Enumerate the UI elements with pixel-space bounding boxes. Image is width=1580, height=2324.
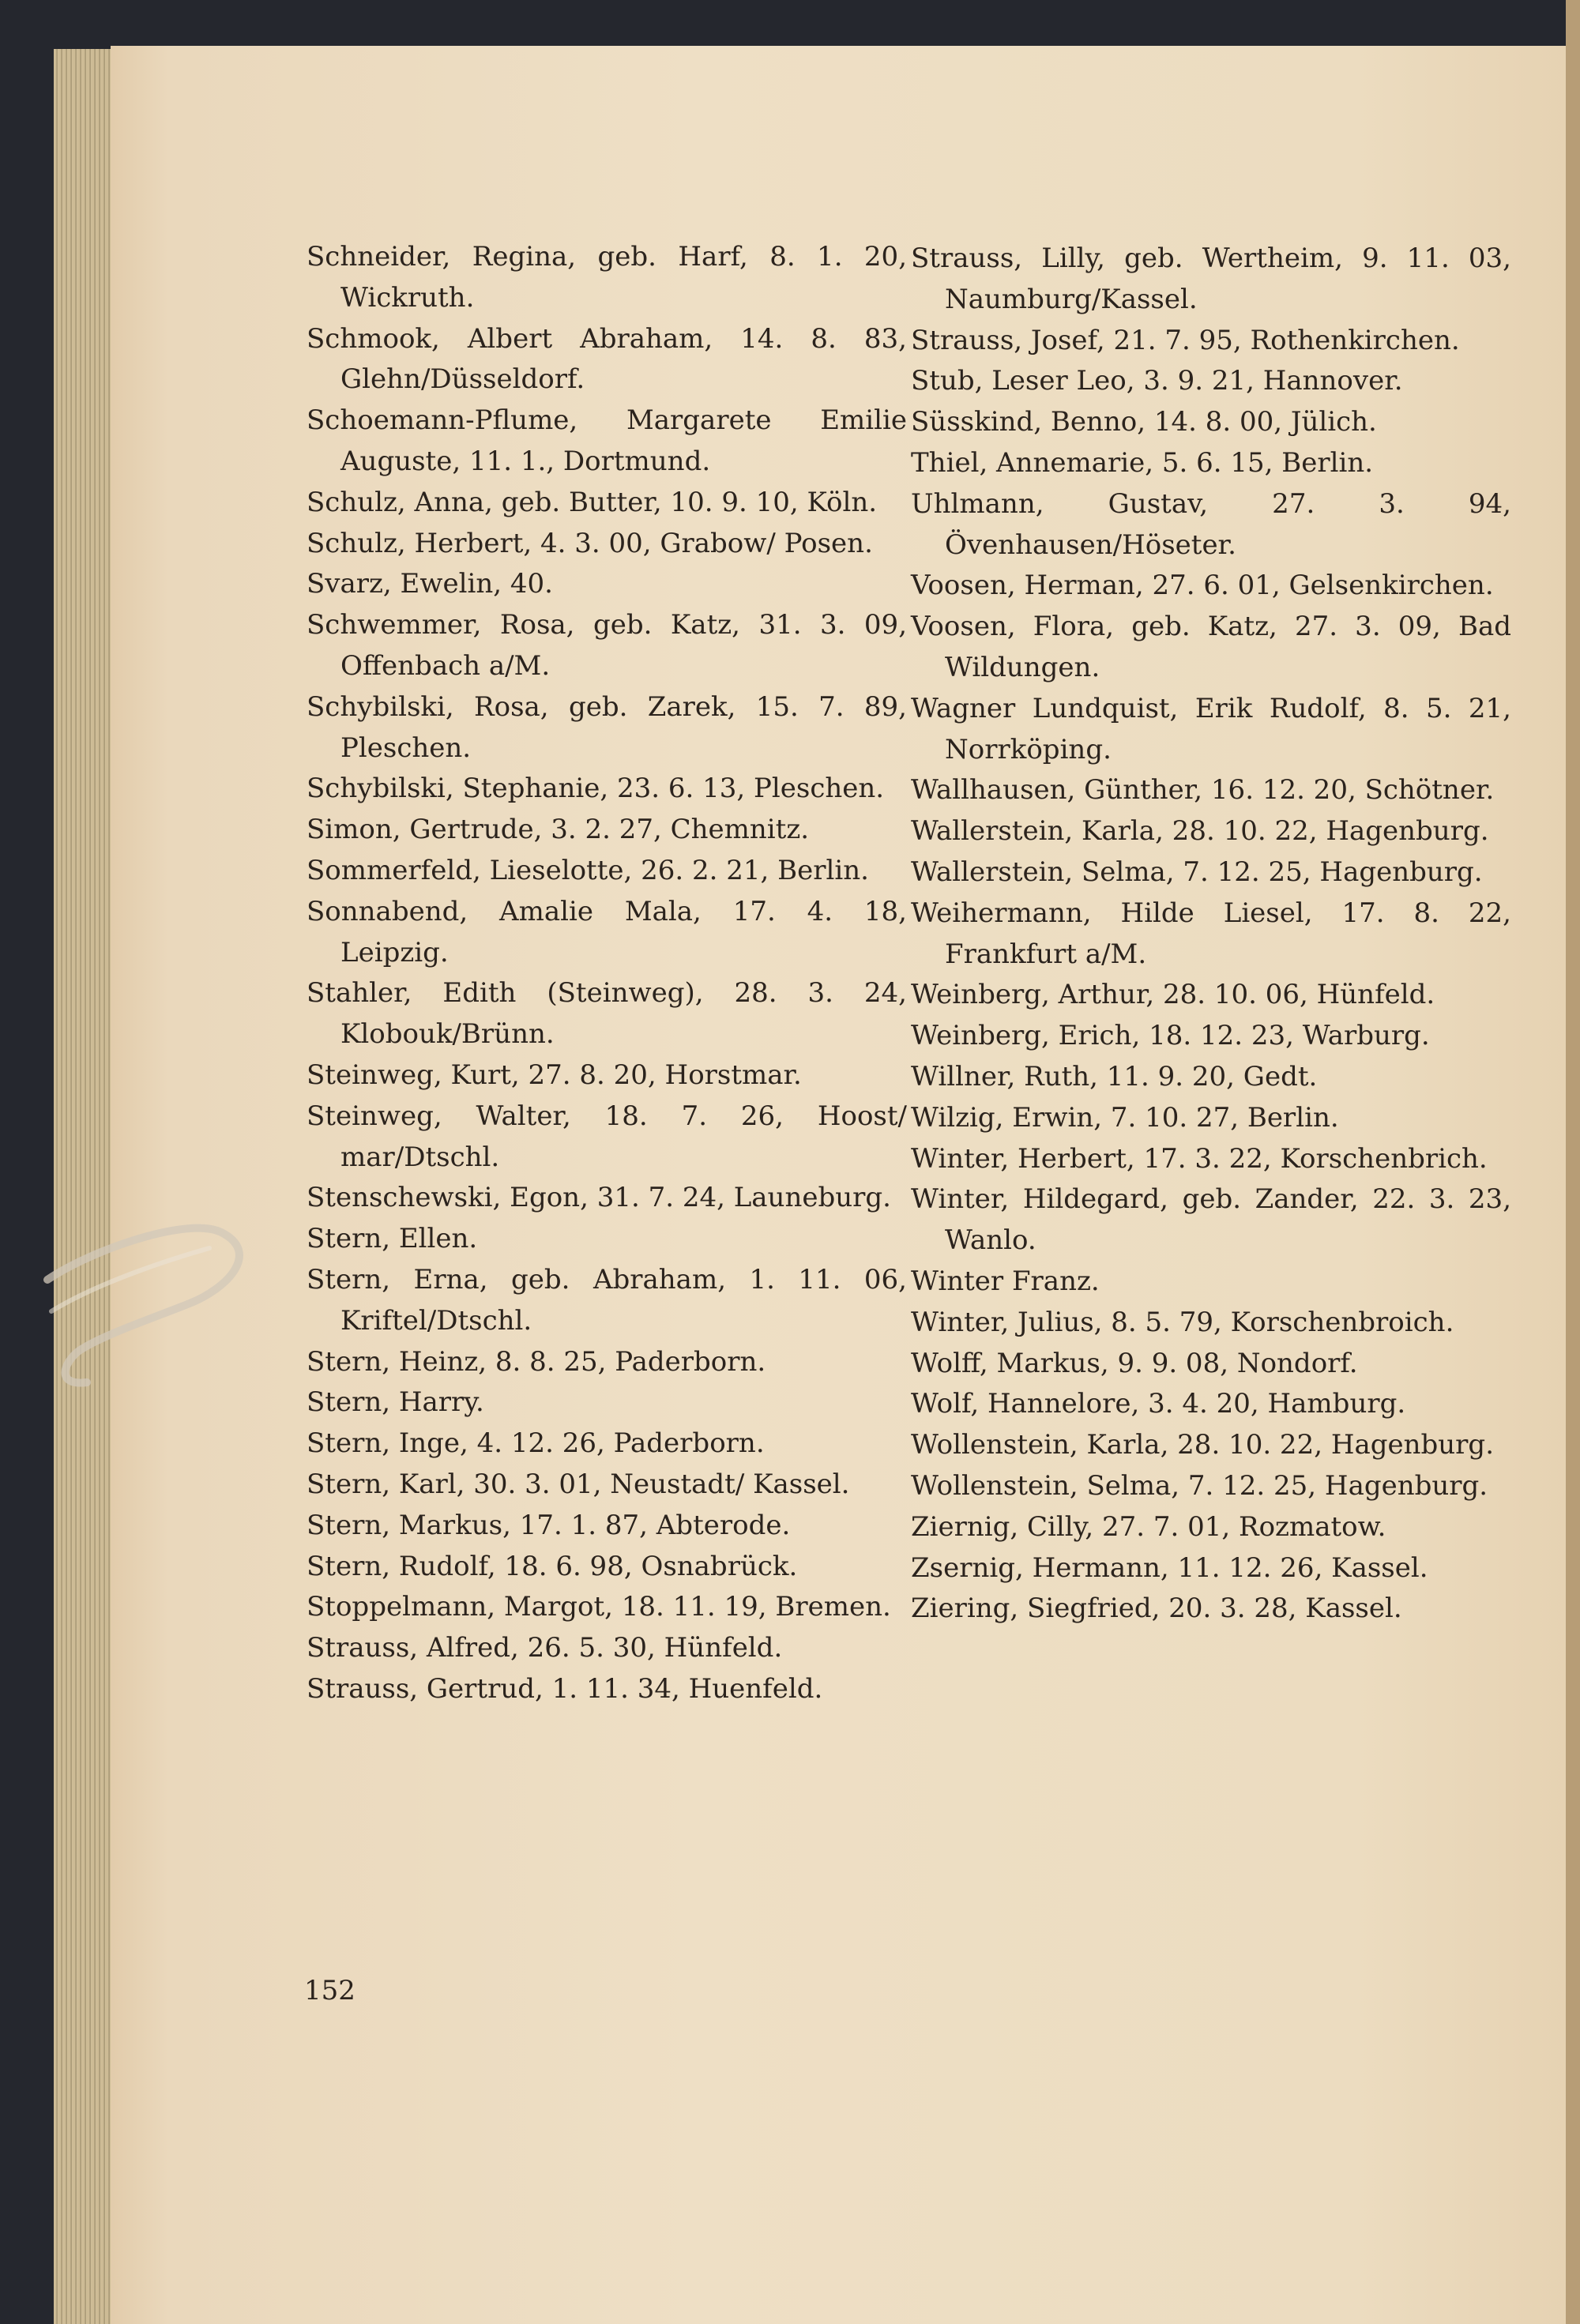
list-item: Ziernig, Cilly, 27. 7. 01, Rozmatow. bbox=[911, 1510, 1386, 1543]
list-item: Stern, Harry. bbox=[307, 1386, 484, 1419]
list-item: Wagner Lundquist, Erik Rudolf, 8. 5. 21, Norrköping. bbox=[911, 692, 1511, 765]
list-item: Schulz, Herbert, 4. 3. 00, Grabow/ Posen. bbox=[307, 527, 873, 559]
list-item: Simon, Gertrude, 3. 2. 27, Chemnitz. bbox=[307, 814, 810, 846]
list-item: Stern, Rudolf, 18. 6. 98, Osnabrück. bbox=[307, 1550, 798, 1582]
list-item: Weinberg, Erich, 18. 12. 23, Warburg. bbox=[911, 1020, 1430, 1052]
list-item: Winter Franz. bbox=[911, 1265, 1100, 1297]
list-item: Wolf, Hannelore, 3. 4. 20, Hamburg. bbox=[911, 1388, 1406, 1420]
list-item: Strauss, Gertrud, 1. 11. 34, Huenfeld. bbox=[307, 1672, 823, 1705]
list-item: Schneider, Regina, geb. Harf, 8. 1. 20, Wickruth. bbox=[307, 241, 907, 314]
facing-page-edge bbox=[1566, 0, 1580, 2324]
list-item: Wollenstein, Selma, 7. 12. 25, Hagenburg. bbox=[911, 1469, 1488, 1502]
list-item: Stern, Inge, 4. 12. 26, Paderborn. bbox=[307, 1427, 765, 1460]
list-item: Sommerfeld, Lieselotte, 26. 2. 21, Berlin. bbox=[307, 854, 869, 886]
list-item: Stern, Ellen. bbox=[307, 1223, 478, 1255]
list-item: Wollenstein, Karla, 28. 10. 22, Hagenburg. bbox=[911, 1429, 1495, 1461]
left-column bbox=[307, 237, 907, 1710]
list-item: Uhlmann, Gustav, 27. 3. 94, Övenhausen/Höseter. bbox=[911, 487, 1511, 561]
list-item: Wolff, Markus, 9. 9. 08, Nondorf. bbox=[911, 1347, 1358, 1379]
right-column bbox=[911, 239, 1511, 1630]
list-item: Süsskind, Benno, 14. 8. 00, Jülich. bbox=[911, 406, 1377, 438]
list-item: Sonnabend, Amalie Mala, 17. 4. 18, Leipzig. bbox=[307, 895, 907, 968]
list-item: Winter, Hildegard, geb. Zander, 22. 3. 23, Wanlo. bbox=[911, 1183, 1511, 1257]
list-item: Wallerstein, Karla, 28. 10. 22, Hagenburg. bbox=[911, 815, 1489, 848]
list-item: Thiel, Annemarie, 5. 6. 15, Berlin. bbox=[911, 446, 1374, 479]
list-item: Steinweg, Walter, 18. 7. 26, Hoost/ mar/Dtschl. bbox=[307, 1100, 907, 1173]
list-item: Strauss, Lilly, geb. Wertheim, 9. 11. 03, Naumburg/Kassel. bbox=[911, 243, 1511, 315]
list-item: Stern, Karl, 30. 3. 01, Neustadt/ Kassel. bbox=[307, 1468, 850, 1500]
list-item: Winter, Herbert, 17. 3. 22, Korschenbrich. bbox=[911, 1142, 1488, 1175]
list-item: Weinberg, Arthur, 28. 10. 06, Hünfeld. bbox=[911, 979, 1435, 1011]
list-item: Wallerstein, Selma, 7. 12. 25, Hagenburg. bbox=[911, 856, 1483, 888]
list-item: Strauss, Alfred, 26. 5. 30, Hünfeld. bbox=[307, 1632, 783, 1664]
list-item: Ziering, Siegfried, 20. 3. 28, Kassel. bbox=[911, 1593, 1402, 1625]
list-item: Stahler, Edith (Steinweg), 28. 3. 24, Klobouk/Brünn. bbox=[307, 977, 907, 1051]
list-item: Stub, Leser Leo, 3. 9. 21, Hannover. bbox=[911, 365, 1403, 397]
list-item: Svarz, Ewelin, 40. bbox=[307, 568, 553, 600]
list-item: Steinweg, Kurt, 27. 8. 20, Horstmar. bbox=[307, 1059, 802, 1091]
paperclip-icon bbox=[32, 1201, 245, 1414]
list-item: Schmook, Albert Abraham, 14. 8. 83, Glehn/Düsseldorf. bbox=[307, 322, 907, 396]
list-item: Stern, Markus, 17. 1. 87, Abterode. bbox=[307, 1509, 791, 1541]
list-item: Voosen, Flora, geb. Katz, 27. 3. 09, Bad Wildungen. bbox=[911, 611, 1511, 683]
list-item: Wilzig, Erwin, 7. 10. 27, Berlin. bbox=[911, 1101, 1339, 1134]
list-item: Voosen, Herman, 27. 6. 01, Gelsenkirchen. bbox=[911, 570, 1494, 602]
list-item: Weihermann, Hilde Liesel, 17. 8. 22, Frankfurt a/M. bbox=[911, 897, 1511, 970]
list-item: Zsernig, Hermann, 11. 12. 26, Kassel. bbox=[911, 1551, 1428, 1584]
page-number: 152 bbox=[304, 1975, 356, 2006]
list-item: Stoppelmann, Margot, 18. 11. 19, Bremen. bbox=[307, 1591, 891, 1623]
list-item: Willner, Ruth, 11. 9. 20, Gedt. bbox=[911, 1060, 1318, 1092]
list-item: Schulz, Anna, geb. Butter, 10. 9. 10, Köln. bbox=[307, 486, 878, 518]
list-item: Winter, Julius, 8. 5. 79, Korschenbroich. bbox=[911, 1306, 1454, 1338]
list-item: Schoemann-Pflume, Margarete Emilie Auguste, 11. 1., Dortmund. bbox=[307, 404, 907, 477]
list-item: Schybilski, Rosa, geb. Zarek, 15. 7. 89, Pleschen. bbox=[307, 690, 907, 764]
list-item: Stern, Erna, geb. Abraham, 1. 11. 06, Kriftel/Dtschl. bbox=[307, 1263, 907, 1337]
list-item: Stern, Heinz, 8. 8. 25, Paderborn. bbox=[307, 1345, 766, 1378]
list-item: Schwemmer, Rosa, geb. Katz, 31. 3. 09, Offenbach a/M. bbox=[307, 609, 907, 682]
list-item: Wallhausen, Günther, 16. 12. 20, Schötner. bbox=[911, 774, 1495, 807]
list-item: Strauss, Josef, 21. 7. 95, Rothenkirchen. bbox=[911, 324, 1460, 356]
list-item: Stenschewski, Egon, 31. 7. 24, Launeburg. bbox=[307, 1182, 891, 1214]
list-item: Schybilski, Stephanie, 23. 6. 13, Pleschen. bbox=[307, 773, 885, 805]
